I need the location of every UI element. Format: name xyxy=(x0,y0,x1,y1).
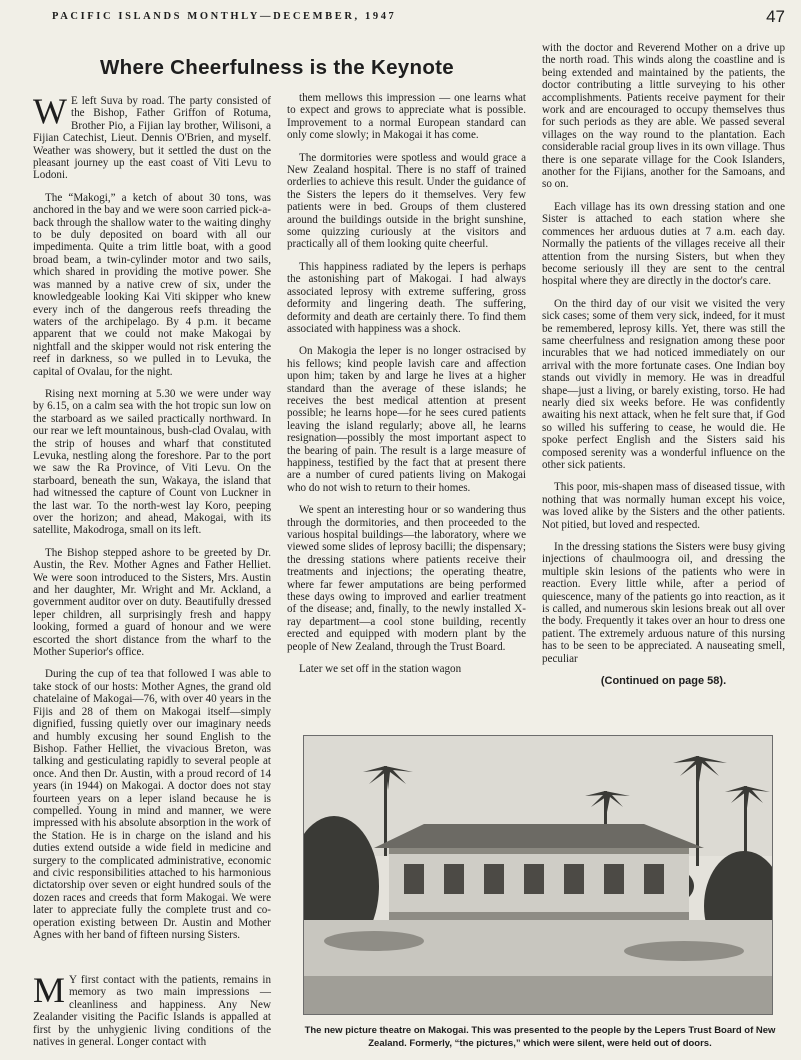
paragraph: During the cup of tea that followed I was able to take stock of our hosts: Mother Agnes, the grand old chatelaine of Makogai—76, with over 40 years in the Fijis and 28 of them on Makogai itself—simply dignified, fussing quietly over our imaginary needs and humbly excusing her sound English to the Bishop. Father Helliet, the vivacious Breton, was talking and gesticulating rapidly to several people at once. And then Dr. Austin, with a proud record of 14 years (in 1944) on Makogai. A doctor does not stay fourteen years on a leper island because he is compelled. Young in mind and manner, we were impressed with his absolute absorption in the work of the Station. He is in charge on the island and his duties extend outside a wide field in medicine and surgery to the complicated administrative, economic and civic responsibilities attached to his harmonious dictatorship over seven or eight hundred souls of the dozen races and creeds that form Makogai. We were later to appreciate fully the complete trust and co-operation existing between Dr. Austin and Mother Agnes with her band of fifteen nursing Sisters. xyxy=(33,668,271,941)
paragraph-text: E left Suva by road. The party consisted of the Bishop, Father Griffon of Rotuma, Brother Pio, a Fijian lay brother, Wilisoni, a Fijian Catechist, Lieut. Dennis O'Brien, and myself. Weather was showery, but it settled the dust on the pleasant journey up the east coast of Viti Levu to Lodoni. xyxy=(33,95,271,182)
paragraph: them mellows this impression — one learns what to expect and grows to appreciate what is possible. Improvement to a normal European standard can only come slowly; in Makogai it has come. xyxy=(287,92,526,142)
paragraph: Rising next morning at 5.30 we were under way by 6.15, on a calm sea with the hot tropic sun low on the starboard as we sailed practically northward. In our rear we left mountainous, bush-clad Ovalau, with the strip of houses and wharf that constituted Levuka, nestling along the foreshore. Par to the port we saw the Ra Province, of Viti Levu. On the starboard, beneath the sun, Wakaya, the island that had witnessed the capture of Count von Luckner in the last war. To the north-west lay Koro, peeping over the horizon; and ahead, Makogai, with its satellite, Makodroga, small on its left. xyxy=(33,387,271,537)
article-column-2 xyxy=(287,92,526,685)
paragraph: with the doctor and Reverend Mother on a drive up the north road. This winds along the coastline and is being extended and maintained by the patients, the doctor contributing a little surveying to his other accomplishments. Patients receive payment for their work and are encouraged to occupy themselves thus for such periods as they are able. We passed several villages on the way round to the plantation. Each considerable racial group lives in its own village. Thus there is one separate village for the Cook Islanders, another for the Fijians, another for the Samoans, and so on. xyxy=(542,42,785,191)
paragraph xyxy=(33,91,271,182)
continued-note: (Continued on page 58). xyxy=(600,675,727,688)
photo-caption: The new picture theatre on Makogai. This was presented to the people by the Lepers Trust Board of New Zealand. Formerly, “the pictures,” which were silent, were held out of doors. xyxy=(304,1025,776,1049)
paragraph: Each village has its own dressing station and one Sister is attached to each station where she commences her arduous duties at 7 a.m. each day. Normally the patients of the villages receive all their attention from the nursing Sisters, but when they become seriously ill they are sent to the central hospital where they are directly in the doctor's care. xyxy=(542,200,785,288)
drop-cap: W xyxy=(33,91,67,131)
page-number: 47 xyxy=(766,7,785,26)
paragraph: In the dressing stations the Sisters were busy giving injections of chaulmoogra oil, and dressing the multiple skin lesions of the patients who were in reaction. Every little while, after a period of quiescence, many of the patients go into reaction, as it is called, and numerous skin lesions break out all over the body. Frequently it takes over an hour to dress one patient. The extremely arduous nature of this nursing has to be seen to be appreciated. A nauseating smell, peculiar xyxy=(542,541,785,665)
drop-cap: M xyxy=(33,970,66,1010)
theatre-building xyxy=(374,824,704,920)
article-column-3 xyxy=(542,42,785,688)
article-column-1-bottom xyxy=(33,970,271,1058)
paragraph: On the third day of our visit we visited the very sick cases; some of them very sick, indeed, for it must be remembered, leprosy kills. Yet, there was still the same cheerfulness and resignation among these poor incurables that we had noticed immediately on our arrival with the more fortunate cases. One Indian boy stands out vividly in memory. He was in dreadful shape—just a living, or barely existing, torso. He had nearly died six weeks before. He was confidently awaiting his next attack, when he felt sure that, if God so willed his suffering to cease, he would die. He spoke perfect English and the Sisters said his composed serenity was a wonderful influence on the other sick patients. xyxy=(542,297,785,471)
article-title: Where Cheerfulness is the Keynote xyxy=(100,56,454,79)
paragraph: This happiness radiated by the lepers is perhaps the astonishing part of Makogai. I had always associated leprosy with extreme suffering, gross deformity and lingering death. The suffering, deformity and death are certainly there. To find them associated with happiness was a shock. xyxy=(287,260,526,335)
paragraph: The dormitories were spotless and would grace a New Zealand hospital. There is no staff of trained orderlies to achieve this result. Under the guidance of the Sisters the lepers do it themselves. Very few patients were in bed. Groups of them clustered around the buildings outside in the bright sunshine, some quizzing curiously at the visitors and practically all of them looking quite cheerful. xyxy=(287,151,526,251)
paragraph: The “Makogi,” a ketch of about 30 tons, was anchored in the bay and we were soon carried pick-a-back through the shallow water to the waiting dinghy to be duly deposited on board with all our impedimenta. Quite a trim little boat, with a good broad beam, a twin-cylinder motor and two sails, which shared in providing the motive power. She was manned by a native crew of six, under the knowledgeable looking Kai Viti skipper who knew every inch of the dangerous reefs threading the waters of the archipelago. By 4 p.m. it became apparent that we could not make Makogai by nightfall and the skipper would not risk entering the reef in darkness, so we pulled in to Levuka, the capital of Ovalau, for the night. xyxy=(33,191,271,378)
paragraph: We spent an interesting hour or so wandering thus through the dormitories, and then proceeded to the various hospital buildings—the laboratory, where we viewed some slides of leprosy bacilli; the dispensary; the dressing stations where patients receive their treatments and injections; the operating theatre, where far fewer amputations are being performed these days owing to improved and earlier treatment of the disease; and, finally, to the newly installed X-ray department—a cool stone building, recently erected and equipped with modern plant by the people of New Zealand, through the Trust Board. xyxy=(287,504,526,653)
paragraph: On Makogia the leper is no longer ostracised by his fellows; kind people lavish care and affection upon him; taken by and large he lives at a higher standard than the average of these islands; he receives the best medical attention at present possible; he learns hope—for he sees cured patients leaving the island regularly; above all, he learns resignation—possibly the most important aspect to the bearing of pain. The result is a large measure of happiness, testified by the fact that at present there are a number of cured patients living on Makogai who do not wish to return to their homes. xyxy=(287,345,526,494)
paragraph xyxy=(33,970,271,1049)
paragraph: The Bishop stepped ashore to be greeted by Dr. Austin, the Rev. Mother Agnes and Father Helliet. We were soon introduced to the Sisters, Mrs. Austin and her daughter, Mr. Wright and Mr. Ackland, a government auditor over on duty. Beautifully dressed leper children, all surprisingly fresh and happy looking, formed a guard of honour and we were escorted the short distance from the wharf to the Mother Superior's office. xyxy=(33,546,271,659)
photo-illustration xyxy=(304,736,772,1014)
article-column-1 xyxy=(33,91,271,951)
paragraph: This poor, mis-shapen mass of diseased tissue, with nothing that was normally human except his voice, was loved alike by the Sisters and the other patients. Not pitied, but loved and respected. xyxy=(542,481,785,531)
picture-theatre-photo xyxy=(303,735,773,1015)
running-head: PACIFIC ISLANDS MONTHLY—DECEMBER, 1947 xyxy=(52,11,397,22)
paragraph: Later we set off in the station wagon xyxy=(299,663,462,676)
paragraph-text: Y first contact with the patients, remains in memory as two main impressions — cleanliness and happiness. Any New Zealander visiting the Pacific Islands is appalled at first by the unhygienic living conditions of the natives in general. Longer contact with xyxy=(33,974,271,1049)
